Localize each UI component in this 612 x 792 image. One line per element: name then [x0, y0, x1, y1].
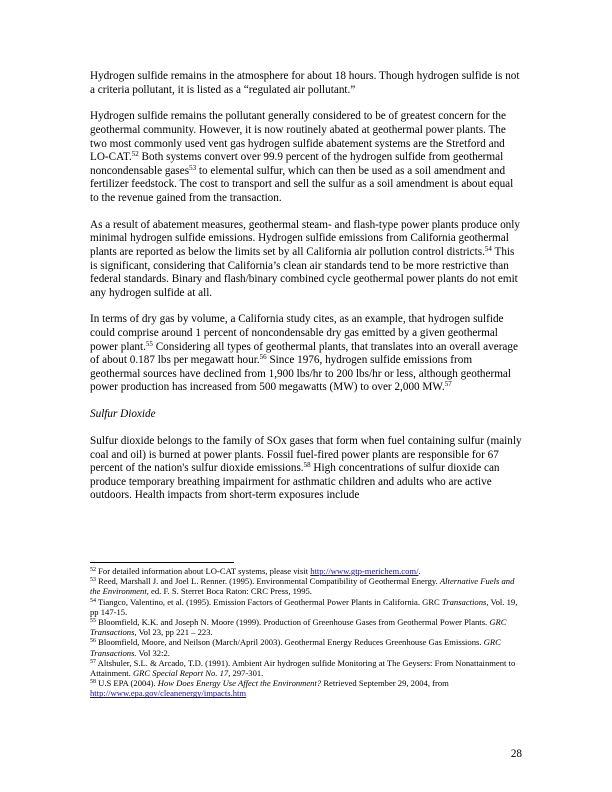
footnote-56: $^{56}$ Bloomfield, Moore, and Neilson (March/April 2003). Geothermal Energy Reduces Greenhouse Gas Emissions. GRC Transactions. Vol 32:2.: [90, 637, 501, 658]
page-number: 28: [510, 748, 522, 760]
paragraph-2: Hydrogen sulfide remains the pollutant generally considered to be of greatest concern for the geothermal community. However, it is now routinely abated at geothermal power plants. The two most commonly used vent gas hydrogen sulfide abatement systems are the Stretford and LO-CAT.$^{52}$ Both systems convert over 99.9 percent of the hydrogen sulfide from geothermal noncondensable gases$^{53}$ to elemental sulfur, which can then be used as a soil amendment and fertilizer feedstock. The cost to transport and sell the sulfur as a soil amendment is about equal to the revenue gained from the transaction.: [90, 110, 514, 204]
footnote-ref-57[interactable]: 57: [444, 380, 452, 389]
footnote-ref-55[interactable]: 55: [145, 339, 153, 348]
footnote-52: $^{52}$ For detailed information about LO-CAT systems, please visit http://www.gtp-merichem.com/.: [90, 566, 421, 576]
paragraph-5: Sulfur dioxide belongs to the family of SOx gases that form when fuel containing sulfur (mainly coal and oil) is burned at power plants. Fossil fuel-fired power plants are responsible for 67 percent of the nation's sulfur dioxide emissions.$^{58}$ High concentrations of sulfur dioxide can produce temporary breathing impairment for asthmatic children and adults who are active outdoors. Health impacts from short-term exposures include: [90, 435, 522, 502]
footnote-ref-56[interactable]: 56: [259, 353, 267, 362]
footnote-58: $^{58}$ U.S EPA (2004). How Does Energy Use Affect the Environment? Retrieved September 29, 2004, from http://www.epa.gov/cleanenergy/impacts.htm: [90, 678, 449, 699]
footnote-55: $^{55}$ Bloomfield, K.K. and Joseph N. Moore (1999). Production of Greenhouse Gases from Geothermal Power Plants. GRC Transactions, Vol 23, pp 221 – 223.: [90, 617, 507, 638]
footnote-divider: [90, 562, 234, 563]
paragraph-1: Hydrogen sulfide remains in the atmosphere for about 18 hours. Though hydrogen sulfide is not a criteria pollutant, it is listed as a “regulated air pollutant.”: [90, 70, 520, 96]
footnotes: [90, 566, 522, 699]
footnote-ref-54[interactable]: 54: [484, 244, 492, 253]
body-text: [90, 70, 522, 516]
footnote-57: $^{57}$ Altshuler, S.L. & Arcado, T.D. (1991). Ambient Air hydrogen sulfide Monitoring at The Geysers: From Nonattainment to Attainment. GRC Special Report No. 17, 297-301.: [90, 657, 516, 679]
paragraph-3: As a result of abatement measures, geothermal steam- and flash-type power plants produce only minimal hydrogen sulfide emissions. Hydrogen sulfide emissions from California geothermal plants are reported as below the limits set by all California air pollution control districts.$^{54}$ This is significant, considering that California’s clean air standards tend to be more restrictive than federal standards. Binary and flash/binary combined cycle geothermal power plants do not emit any hydrogen sulfide at all.: [90, 218, 520, 299]
footnote-link-locat[interactable]: http://www.gtp-merichem.com/: [310, 566, 419, 576]
footnote-ref-58[interactable]: 58: [303, 461, 311, 470]
footnote-link-epa[interactable]: http://www.epa.gov/cleanenergy/impacts.htm: [90, 688, 247, 699]
section-heading: Sulfur Dioxide: [90, 408, 156, 421]
footnote-54: $^{54}$ Tiangco, Valentino, et al. (1995). Emission Factors of Geothermal Power Plants in California. GRC Transactions, Vol. 19, pp 147-15.: [90, 596, 518, 617]
paragraph-4: In terms of dry gas by volume, a California study cites, as an example, that hydrogen sulfide could comprise around 1 percent of noncondensable dry gas emitted by a given geothermal power plant.$^{55}$ Considering all types of geothermal plants, that translates into an overall average of about 0.187 lbs per megawatt hour.$^{56}$ Since 1976, hydrogen sulfide emissions from geothermal sources have declined from 1,900 lbs/hr to 200 lbs/hr or less, although geothermal power production has increased from 500 megawatts (MW) to over 2,000 MW.$^{57}$: [90, 313, 518, 394]
footnote-53: $^{53}$ Reed, Marshall J. and Joel L. Renner. (1995). Environmental Compatibility of Geothermal Energy. Alternative Fuels and the Environment, ed. F. S. Sterret Boca Raton: CRC Press, 1995.: [90, 576, 515, 597]
footnote-ref-53[interactable]: 53: [189, 163, 197, 172]
footnote-ref-52[interactable]: 52: [131, 150, 139, 159]
